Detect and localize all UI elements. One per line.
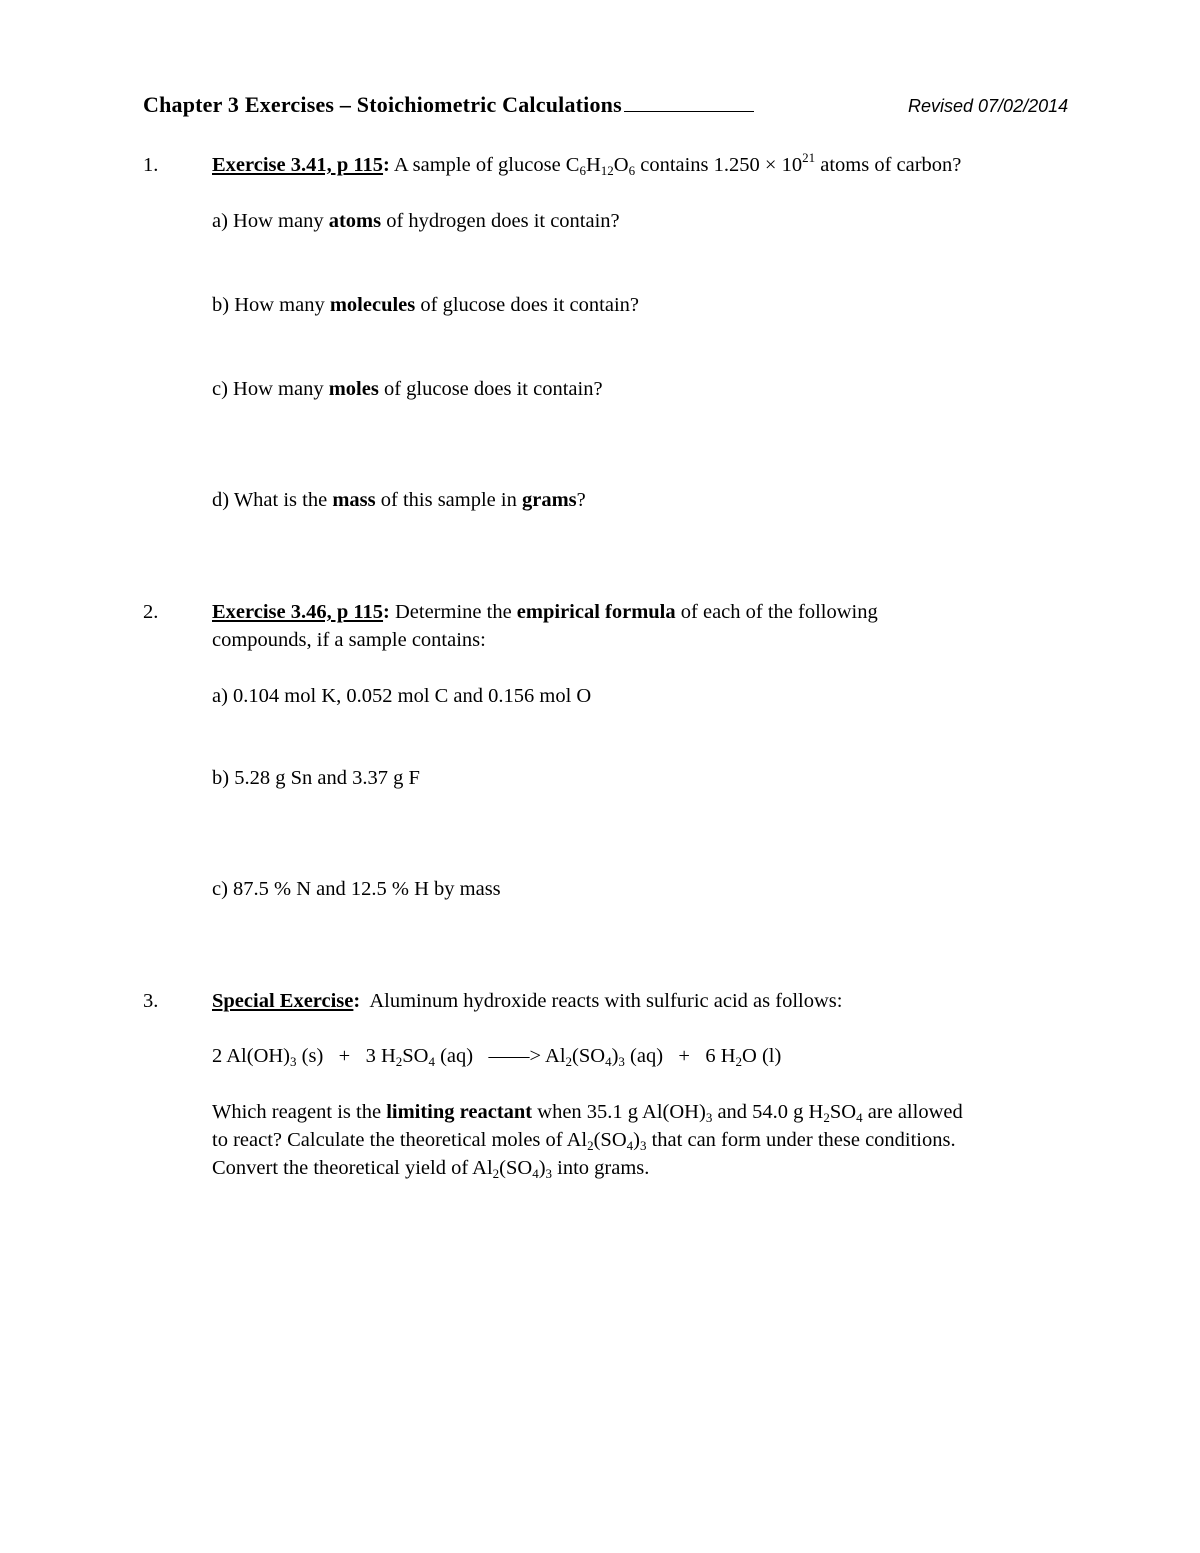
emphasis: atoms — [328, 210, 382, 232]
question-1-number: 1. — [143, 154, 159, 176]
question-text: a) How many — [212, 210, 329, 232]
question-2-number: 2. — [143, 601, 159, 623]
body-text: Which reagent is the — [212, 1101, 387, 1123]
question-1-intro — [212, 150, 962, 178]
question-text: d) What is the — [212, 489, 333, 511]
question-1a — [212, 210, 620, 233]
body-text: ) — [538, 1157, 546, 1179]
body-text: that can form under these conditions. — [646, 1129, 956, 1151]
question-text: b) How many — [212, 294, 330, 316]
equation-text: (aq) ——> Al — [434, 1045, 566, 1067]
question-3-body-line-3 — [212, 1157, 649, 1180]
subscript: 3 — [705, 1110, 713, 1125]
question-3-number: 3. — [143, 990, 159, 1012]
question-text: ? — [576, 489, 586, 511]
body-text: (SO — [593, 1129, 627, 1151]
subscript: 4 — [856, 1110, 863, 1125]
emphasis: molecules — [329, 294, 416, 316]
intro-text: atoms of carbon? — [815, 154, 962, 176]
emphasis: moles — [328, 378, 379, 400]
question-2c: c) 87.5 % N and 12.5 % H by mass — [212, 878, 501, 900]
question-text: c) How many — [212, 378, 329, 400]
equation-text: SO — [402, 1045, 429, 1067]
body-text: Convert the theoretical yield of Al — [212, 1157, 493, 1179]
body-text: to react? Calculate the theoretical moles of Al — [212, 1129, 588, 1151]
exercise-colon: : — [353, 990, 361, 1012]
subscript: 2 — [735, 1054, 743, 1069]
question-3-intro — [212, 990, 842, 1013]
question-2-intro — [212, 601, 878, 624]
intro-text: H — [585, 154, 601, 176]
intro-text: Aluminum hydroxide reacts with sulfuric acid as follows: — [360, 990, 843, 1012]
intro-text: Determine the — [389, 601, 517, 623]
subscript: 2 — [565, 1054, 573, 1069]
intro-text: O — [613, 154, 629, 176]
body-text: into grams. — [552, 1157, 650, 1179]
body-text: when 35.1 g Al(OH) — [532, 1101, 706, 1123]
exercise-colon: : — [383, 601, 390, 623]
reaction-equation — [212, 1045, 781, 1068]
question-3-body-line-2 — [212, 1129, 956, 1152]
emphasis: grams — [521, 489, 577, 511]
intro-text: A sample of glucose C — [389, 154, 580, 176]
superscript: 21 — [802, 150, 816, 165]
equation-text: (s) + 3 H — [296, 1045, 396, 1067]
question-3-body-line-1 — [212, 1101, 963, 1124]
exercise-label: Exercise 3.46, p 115 — [212, 601, 384, 623]
question-text: of glucose does it contain? — [378, 378, 603, 400]
exercise-label: Exercise 3.41, p 115 — [212, 154, 384, 176]
subscript: 3 — [639, 1138, 647, 1153]
body-text: are allowed — [862, 1101, 963, 1123]
question-2b: b) 5.28 g Sn and 3.37 g F — [212, 767, 420, 789]
intro-text: of each of the following — [675, 601, 878, 623]
question-text: of this sample in — [375, 489, 522, 511]
body-text: SO — [829, 1101, 857, 1123]
exercise-label: Special Exercise — [212, 990, 354, 1012]
subscript: 2 — [395, 1054, 403, 1069]
revised-date: Revised 07/02/2014 — [908, 96, 1069, 116]
subscript: 4 — [605, 1054, 612, 1069]
emphasis: limiting reactant — [386, 1101, 533, 1123]
question-2a: a) 0.104 mol K, 0.052 mol C and 0.156 mol O — [212, 685, 592, 707]
intro-text: contains 1.250 × 10 — [635, 154, 803, 176]
question-1c — [212, 378, 603, 401]
body-text: and 54.0 g H — [712, 1101, 824, 1123]
question-1d — [212, 489, 586, 512]
subscript: 2 — [492, 1166, 500, 1181]
page-title — [143, 92, 754, 118]
subscript: 3 — [290, 1054, 297, 1069]
subscript: 3 — [545, 1166, 553, 1181]
subscript: 4 — [626, 1138, 634, 1153]
title-text: Chapter 3 Exercises – Stoichiometric Calculations — [143, 92, 622, 117]
subscript: 3 — [618, 1054, 625, 1069]
subscript: 6 — [628, 163, 636, 178]
equation-text: (SO — [572, 1045, 606, 1067]
emphasis: empirical formula — [516, 601, 676, 623]
subscript: 2 — [823, 1110, 830, 1125]
subscript: 4 — [428, 1054, 435, 1069]
question-text: of hydrogen does it contain? — [381, 210, 620, 232]
question-1b — [212, 294, 639, 317]
question-text: of glucose does it contain? — [415, 294, 639, 316]
subscript: 6 — [579, 163, 586, 178]
emphasis: mass — [332, 489, 376, 511]
equation-text: ) — [611, 1045, 619, 1067]
equation-text: O (l) — [742, 1045, 782, 1067]
equation-text: 2 Al(OH) — [212, 1045, 291, 1067]
question-2-intro-cont: compounds, if a sample contains: — [212, 629, 486, 651]
subscript: 2 — [587, 1138, 594, 1153]
subscript: 4 — [532, 1166, 539, 1181]
subscript: 12 — [600, 163, 614, 178]
exercise-colon: : — [383, 154, 390, 176]
body-text: ) — [633, 1129, 640, 1151]
equation-text: (aq) + 6 H — [624, 1045, 736, 1067]
body-text: (SO — [499, 1157, 533, 1179]
name-blank — [624, 107, 754, 112]
